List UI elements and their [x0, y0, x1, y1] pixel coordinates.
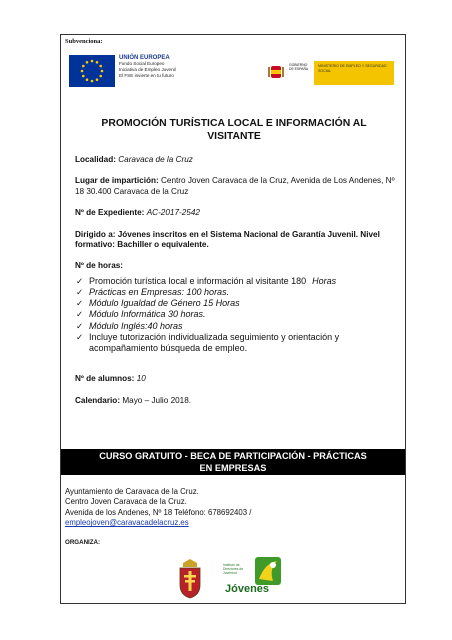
course-info [75, 155, 401, 406]
calendario: Calendario: Mayo – Julio 2018. [75, 395, 192, 405]
contact-info [65, 487, 251, 529]
contact-email-link[interactable]: empleojoven@caravacadelacruz.es [65, 518, 189, 528]
es-government-text: GOBIERNO DE ESPAÑA [289, 63, 309, 72]
hours-list-item: ✓ Módulo Informática 30 horas. [76, 309, 206, 320]
eu-logo [69, 53, 249, 93]
checkmark-icon: ✓ [76, 331, 84, 342]
eu-line2: Iniciativa de Empleo Juvenil [119, 67, 176, 72]
hours-list-item: ✓ Módulo Igualdad de Género 15 Horas [76, 298, 240, 309]
jovenes-small-text: Instituto de Directores de Juventud [223, 563, 244, 576]
hours-list-item: ✓ Promoción turística local e información al visitante 180 Horas [76, 275, 337, 286]
dirigido-a: Dirigido a: Jóvenes inscritos en el Sistema Nacional de Garantía Juvenil. Nivel formativo: Bachiller o equivalente. [75, 229, 380, 250]
lugar-imparticion: Lugar de impartición: Centro Joven Caravaca de la Cruz, Avenida de Los Andenes, Nº 18 30.400 Caravaca de la Cruz [75, 176, 395, 196]
checkmark-icon: ✓ [76, 309, 84, 320]
course-banner: CURSO GRATUITO - BECA DE PARTICIPACIÓN - PRÁCTICAS EN EMPRESAS [61, 449, 405, 475]
course-title: PROMOCIÓN TURÍSTICA LOCAL E INFORMACIÓN AL VISITANTE [101, 118, 367, 142]
hours-list-item: ✓ Módulo Inglés:40 horas [76, 320, 183, 331]
eu-line3: El FSE invierte en tu futuro [119, 73, 174, 78]
alumnos: Nº de alumnos: 10 [75, 374, 146, 384]
checkmark-icon: ✓ [76, 287, 84, 298]
contact-line2: Centro Joven Caravaca de la Cruz. [65, 497, 187, 507]
localidad: Localidad: Caravaca de la Cruz [75, 155, 193, 164]
jovenes-logo [223, 557, 283, 597]
contact-line3: Avenida de los Andenes, Nº 18 Teléfono: 678692403 / [65, 507, 252, 517]
hours-list [75, 276, 401, 354]
expediente: Nº de Expediente: AC-2017-2542 [75, 208, 200, 218]
jovenes-brand: Jóvenes [225, 583, 270, 595]
hours-list-item: ✓ Prácticas en Empresas: 100 horas. [76, 287, 230, 298]
horas-label: Nº de horas: [75, 261, 124, 271]
eu-line1: Fondo Social Europeo [119, 61, 165, 66]
es-ministry-box [314, 61, 394, 85]
checkmark-icon: ✓ [76, 320, 84, 331]
hours-list-item: ✓ Incluye tutorización individualizada seguimiento y orientación y acompañamiento búsqueda de empleo. [76, 331, 340, 354]
organiza-label: ORGANIZA: [65, 539, 101, 546]
contact-line1: Ayuntamiento de Caravaca de la Cruz. [65, 487, 199, 496]
eu-flag-icon [69, 55, 115, 87]
caravaca-coat-of-arms-icon [177, 559, 203, 599]
spain-government-logo [266, 61, 396, 87]
spain-shield-icon [266, 62, 286, 82]
checkmark-icon: ✓ [76, 298, 84, 309]
flyer-page [60, 34, 406, 604]
es-ministry-text: MINISTERIO DE EMPLEO Y SEGURIDAD SOCIAL [318, 64, 387, 73]
eu-title: UNIÓN EUROPEA [119, 55, 170, 61]
checkmark-icon: ✓ [76, 275, 84, 286]
jovenes-emblem-icon [255, 557, 281, 585]
subvenciona-label: Subvenciona: [65, 38, 103, 45]
